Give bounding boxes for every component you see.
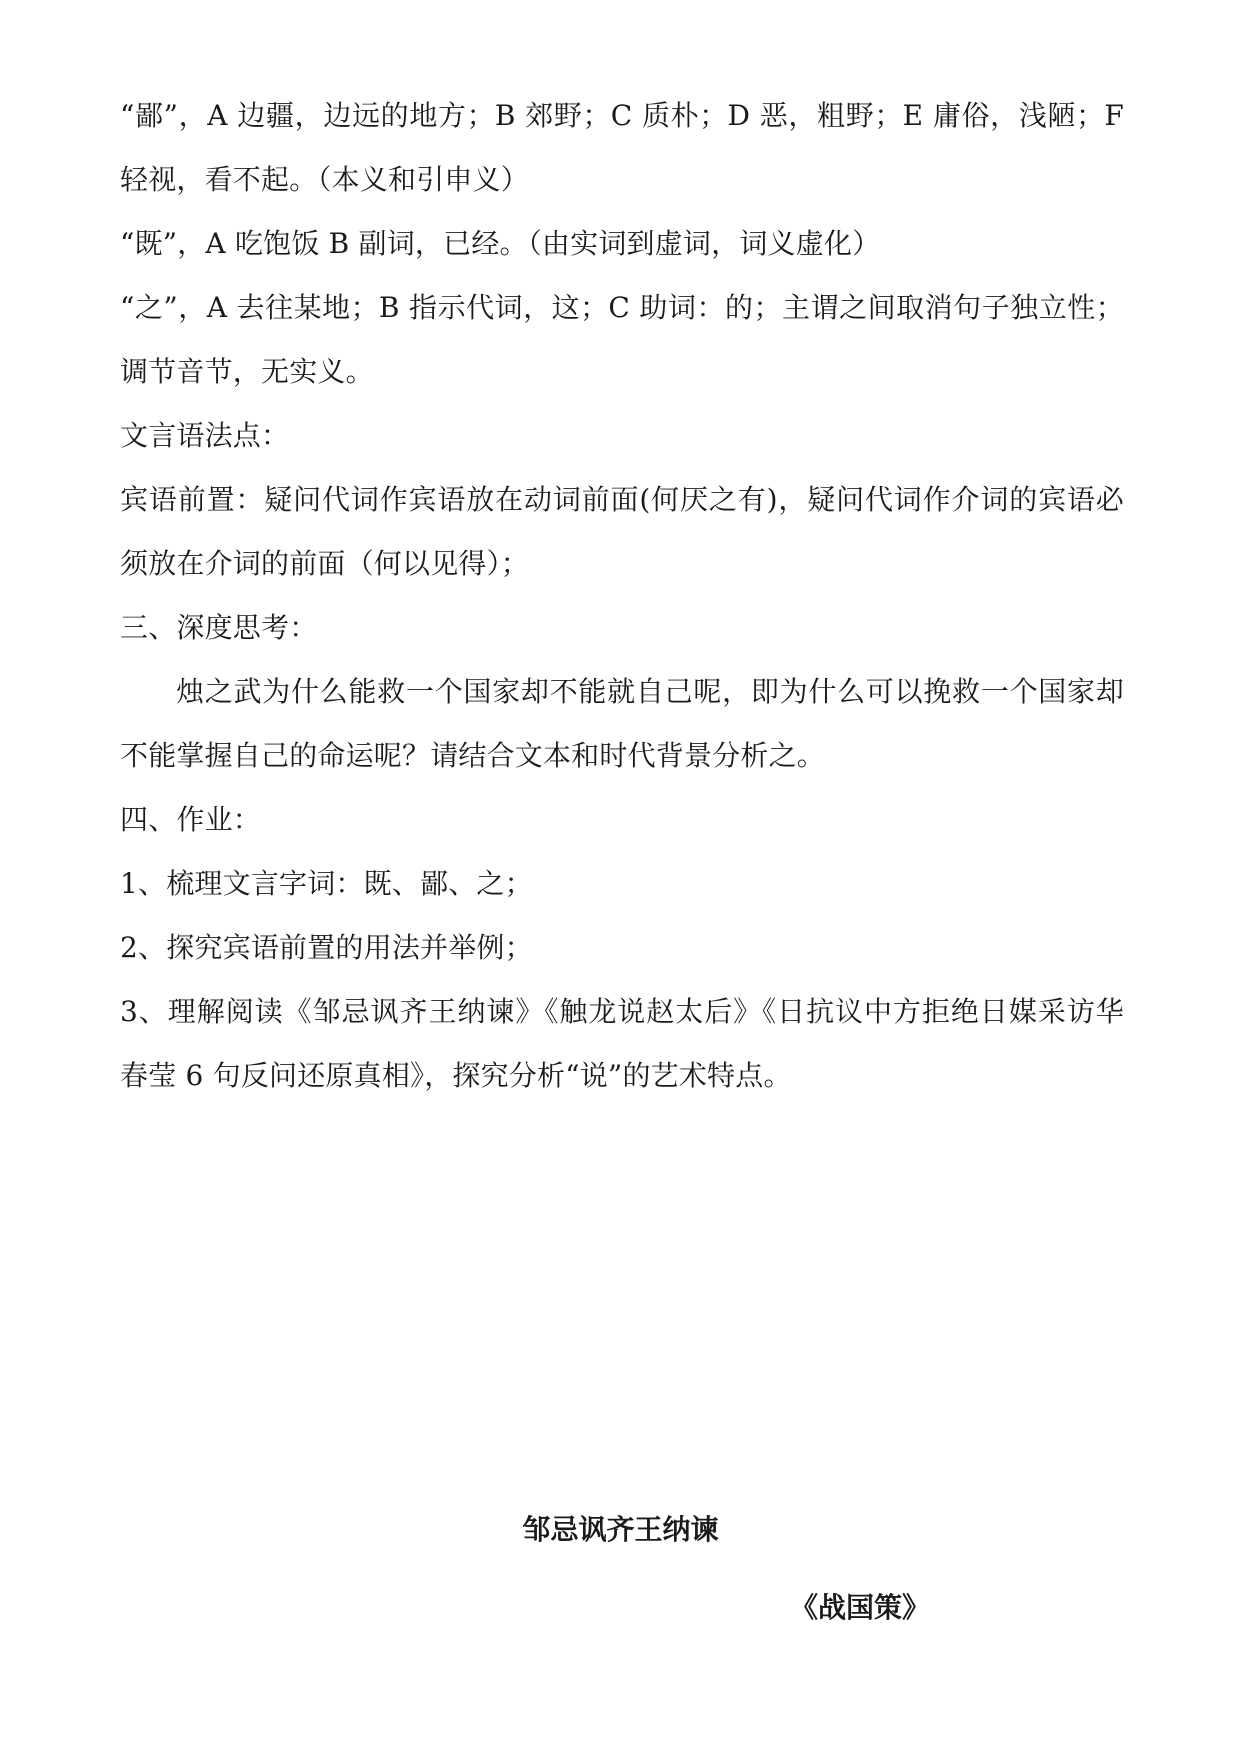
homework-item-3: 3、理解阅读《邹忌讽齐王纳谏》《触龙说赵太后》《日抗议中方拒绝日媒采访华春莹 6 句反问还原真相》，探究分析“说”的艺术特点。 [120, 995, 1124, 1092]
homework-item-1: 1、梳理文言字词：既、鄙、之； [120, 867, 533, 900]
article-title: 邹忌讽齐王纳谏 [522, 1513, 719, 1546]
document-body [120, 84, 1124, 1108]
section-heading-deep-thinking: 三、深度思考： [120, 611, 318, 644]
paragraph-zhi-meanings: “之”，A 去往某地；B 指示代词，这；C 助词：的；主谓之间取消句子独立性；调节音节，无实义。 [120, 291, 1124, 388]
paragraph-ji-meanings: “既”，A 吃饱饭 B 副词，已经。（由实词到虚词，词义虚化） [120, 227, 881, 260]
homework-item-2: 2、探究宾语前置的用法并举例； [120, 931, 533, 964]
paragraph-deep-thinking: 烛之武为什么能救一个国家却不能就自己呢，即为什么可以挽救一个国家却不能掌握自己的命运呢？请结合文本和时代背景分析之。 [120, 675, 1124, 772]
grammar-heading: 文言语法点： [120, 419, 290, 452]
paragraph-bi-meanings: “鄙”，A 边疆，边远的地方；B 郊野；C 质朴；D 恶，粗野；E 庸俗，浅陋；F 轻视，看不起。（本义和引申义） [120, 99, 1124, 196]
section-heading-homework: 四、作业： [120, 803, 262, 836]
article-source: 《战国策》 [790, 1591, 931, 1624]
paragraph-object-preposing: 宾语前置：疑问代词作宾语放在动词前面(何厌之有)，疑问代词作介词的宾语必须放在介词的前面（何以见得）； [120, 483, 1124, 580]
